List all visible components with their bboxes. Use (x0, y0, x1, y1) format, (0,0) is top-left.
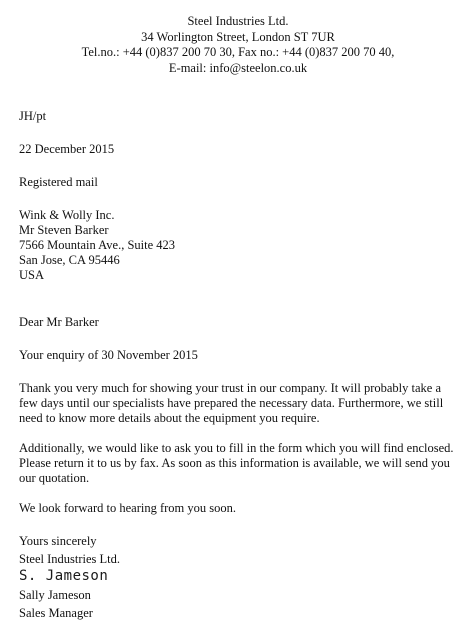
letterhead-email: E-mail: info@steelon.co.uk (168, 60, 308, 75)
closing-complimentary: Yours sincerely (19, 534, 97, 548)
signer-title: Sales Manager (19, 606, 93, 620)
recipient-country: USA (19, 268, 45, 282)
body-paragraph-2: Additionally, we would like to ask you to fill in the form which you will find enclosed. Please return it to us by fax. As soon as this information is available, we will send you our quotation. (19, 441, 454, 485)
letterhead-address: 34 Worlington Street, London ST 7UR (141, 29, 335, 44)
letterhead-company: Steel Industries Ltd. (187, 14, 289, 28)
recipient-name: Mr Steven Barker (19, 223, 109, 237)
reference: JH/pt (19, 109, 47, 123)
body-paragraph-3: We look forward to hearing from you soon. (19, 501, 236, 515)
closing-company: Steel Industries Ltd. (19, 552, 121, 566)
delivery-method: Registered mail (19, 175, 98, 189)
salutation: Dear Mr Barker (19, 315, 99, 329)
letterhead-phone-fax: Tel.no.: +44 (0)837 200 70 30, Fax no.: +44 (0)837 200 70 40, (81, 45, 395, 59)
letterhead (0, 14, 476, 76)
letter-date: 22 December 2015 (19, 142, 115, 156)
recipient-city: San Jose, CA 95446 (19, 253, 120, 267)
recipient-street: 7566 Mountain Ave., Suite 423 (19, 238, 176, 252)
handwritten-signature: S. Jameson (19, 568, 109, 584)
recipient-address (19, 208, 455, 283)
subject-line: Your enquiry of 30 November 2015 (19, 348, 198, 362)
body-paragraph-1: Thank you very much for showing your trust in our company. It will probably take a few days until our specialists have prepared the necessary data. Furthermore, we still need to know more details about the equipment you require. (19, 381, 444, 425)
signer-name: Sally Jameson (19, 588, 91, 602)
recipient-company: Wink & Wolly Inc. (19, 208, 115, 222)
